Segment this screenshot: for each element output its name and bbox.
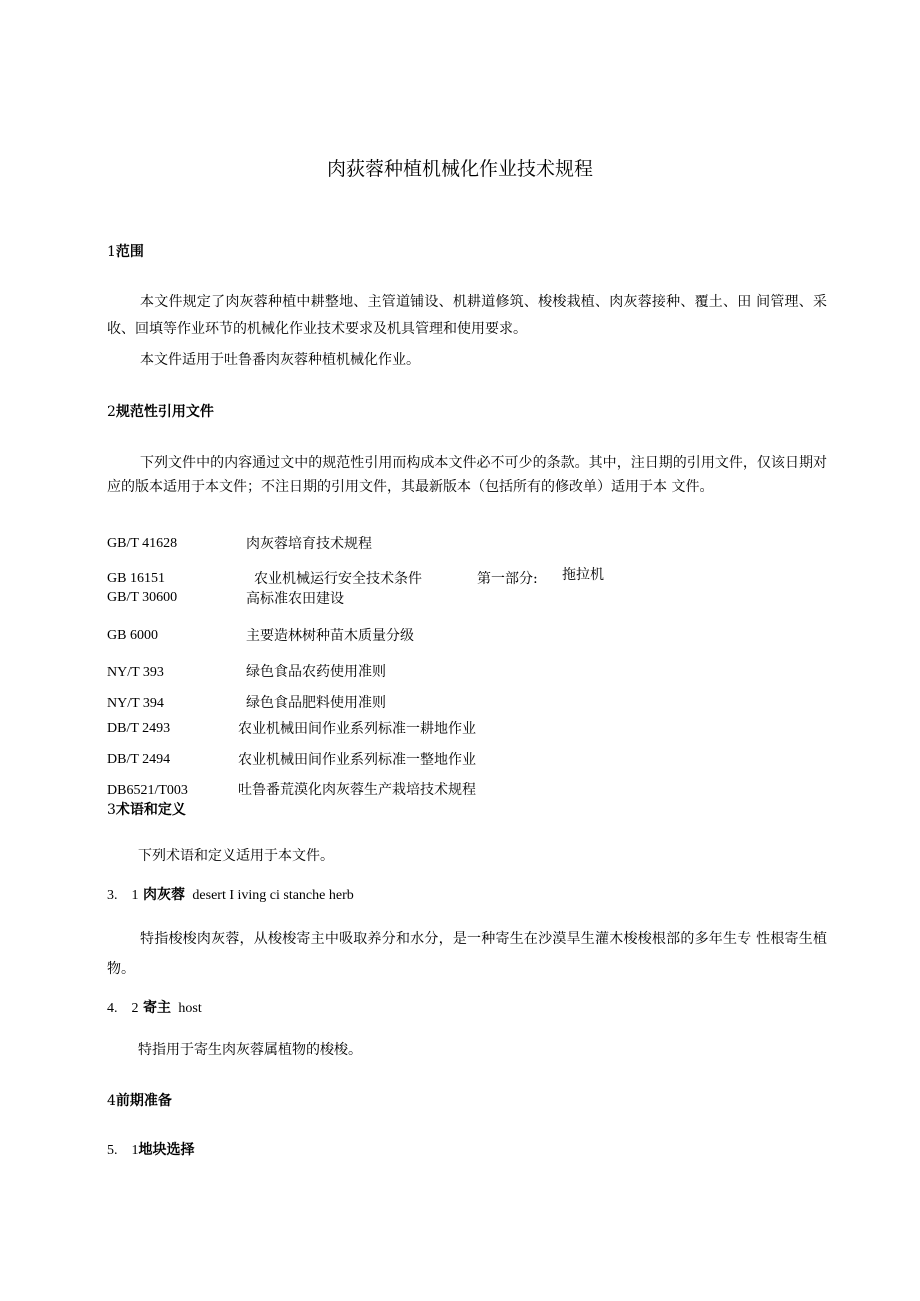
section-1-number: 1 <box>107 244 116 260</box>
term-1-english: desert I iving ci stanche herb <box>192 888 354 903</box>
section-2-paragraph: 下列文件中的内容通过文中的规范性引用而构成本文件必不可少的条款。其中，注日期的引用文件，仅该日期对应的版本适用于本文件；不注日期的引用文件，其最新版本（包括所有的修改单）适用于本 文件。 <box>107 455 827 495</box>
reference-code: GB/T 30600 <box>107 590 178 605</box>
term-1-name: 肉灰蓉 <box>142 887 185 903</box>
section-1-paragraph-2: 本文件适用于吐鲁番肉灰蓉种植机械化作业。 <box>140 352 420 368</box>
reference-part-title: 拖拉机 <box>562 567 604 583</box>
section-4-title: 前期准备 <box>115 1093 172 1109</box>
term-2-definition: 特指用于寄生肉灰蓉属植物的梭梭。 <box>138 1042 362 1058</box>
subsection-4-1-number: 5. 1 <box>107 1143 139 1158</box>
subsection-4-1-title: 地块选择 <box>138 1142 195 1158</box>
reference-title: 绿色食品肥料使用准则 <box>246 695 386 711</box>
reference-title: 绿色食品农药使用准则 <box>246 664 386 680</box>
section-1-title: 范围 <box>115 244 144 260</box>
term-2-number: 4. 2 <box>107 1001 139 1016</box>
reference-title: 高标准农田建设 <box>246 591 344 607</box>
section-3-number: 3 <box>107 802 116 818</box>
reference-code: GB 16151 <box>107 571 165 586</box>
reference-title: 吐鲁番荒漠化肉灰蓉生产栽培技术规程 <box>238 782 476 798</box>
reference-code: DB/T 2494 <box>107 752 171 767</box>
term-1-line <box>107 888 354 903</box>
reference-title: 主要造林树种苗木质量分级 <box>246 628 414 644</box>
term-1-definition: 特指梭梭肉灰蓉，从梭梭寄主中吸取养分和水分，是一种寄生在沙漠旱生灌木梭梭根部的多年生专 性根寄生植物。 <box>107 931 827 977</box>
section-4-heading <box>107 1094 172 1108</box>
section-3-paragraph: 下列术语和定义适用于本文件。 <box>138 848 334 864</box>
term-2-english: host <box>178 1001 202 1016</box>
section-2-heading <box>107 405 214 419</box>
section-4-number: 4 <box>107 1093 116 1109</box>
reference-code: DB/T 2493 <box>107 721 171 736</box>
reference-title: 农业机械田间作业系列标准一整地作业 <box>238 752 476 768</box>
section-2-title: 规范性引用文件 <box>115 404 214 420</box>
reference-title: 农业机械运行安全技术条件 <box>254 571 422 587</box>
reference-code: GB/T 41628 <box>107 536 178 551</box>
section-3-heading <box>107 803 186 817</box>
reference-part: 第一部分: <box>477 571 538 587</box>
term-2-line <box>107 1001 202 1016</box>
section-1-paragraph-1: 本文件规定了肉灰蓉种植中耕整地、主管道铺设、机耕道修筑、梭梭栽植、肉灰蓉接种、覆土、田 间管理、采收、回填等作业环节的机械化作业技术要求及机具管理和使用要求。 <box>107 294 827 337</box>
reference-title: 肉灰蓉培育技术规程 <box>246 536 372 552</box>
subsection-4-1-heading <box>107 1143 195 1158</box>
reference-code: NY/T 394 <box>107 696 164 711</box>
term-1-number: 3. 1 <box>107 888 139 903</box>
reference-title: 农业机械田间作业系列标准一耕地作业 <box>238 721 476 737</box>
section-2-number: 2 <box>107 404 116 420</box>
term-2-name: 寄主 <box>142 1000 171 1016</box>
reference-code: GB 6000 <box>107 628 158 643</box>
section-3-title: 术语和定义 <box>115 802 186 818</box>
reference-code: DB6521/T003 <box>107 783 188 798</box>
document-title: 肉荻蓉种植机械化作业技术规程 <box>326 158 593 180</box>
section-1-heading <box>107 245 144 259</box>
reference-code: NY/T 393 <box>107 665 164 680</box>
